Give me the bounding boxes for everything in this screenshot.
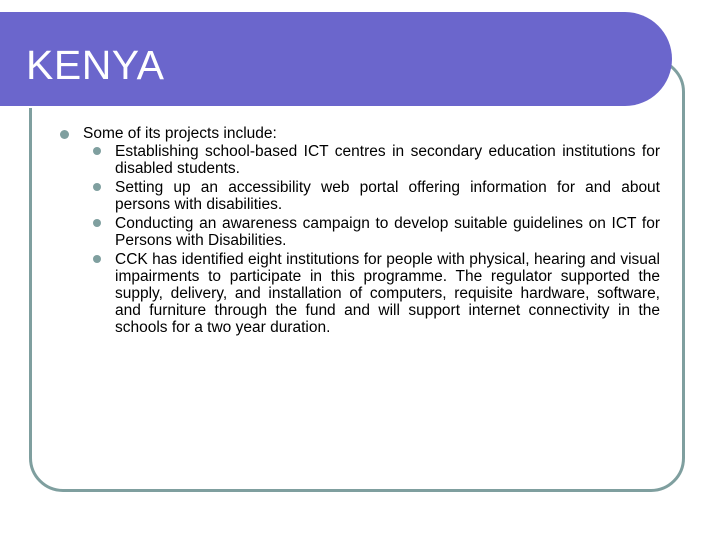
sub-bullet-text: Setting up an accessibility web portal offering information for and about persons with disabilities. xyxy=(115,179,660,213)
title-bar xyxy=(0,12,672,106)
sub-bullet-text: CCK has identified eight institutions for people with physical, hearing and visual impairments to participate in this programme. The regulator supported the supply, delivery, and installation of computers, requisite hardware, software, and furniture through the fund and will support internet connectivity in the schools for a two year duration. xyxy=(115,251,660,336)
slide-body xyxy=(60,125,660,336)
sub-bullet-item xyxy=(60,251,660,336)
sub-bullet-item xyxy=(60,179,660,213)
bullet-icon xyxy=(60,130,69,139)
bullet-icon xyxy=(93,255,101,263)
slide-title: KENYA xyxy=(26,42,165,88)
main-bullet-text: Some of its projects include: xyxy=(83,125,277,142)
main-bullet-item xyxy=(60,125,660,143)
sub-bullet-item xyxy=(60,143,660,177)
sub-bullet-text: Establishing school-based ICT centres in secondary education institutions for disabled students. xyxy=(115,143,660,177)
bullet-icon xyxy=(93,183,101,191)
bullet-icon xyxy=(93,219,101,227)
bullet-icon xyxy=(93,147,101,155)
sub-bullet-list xyxy=(60,143,660,336)
sub-bullet-text: Conducting an awareness campaign to develop suitable guidelines on ICT for Persons with Disabilities. xyxy=(115,215,660,249)
sub-bullet-item xyxy=(60,215,660,249)
title-underline xyxy=(22,106,637,108)
